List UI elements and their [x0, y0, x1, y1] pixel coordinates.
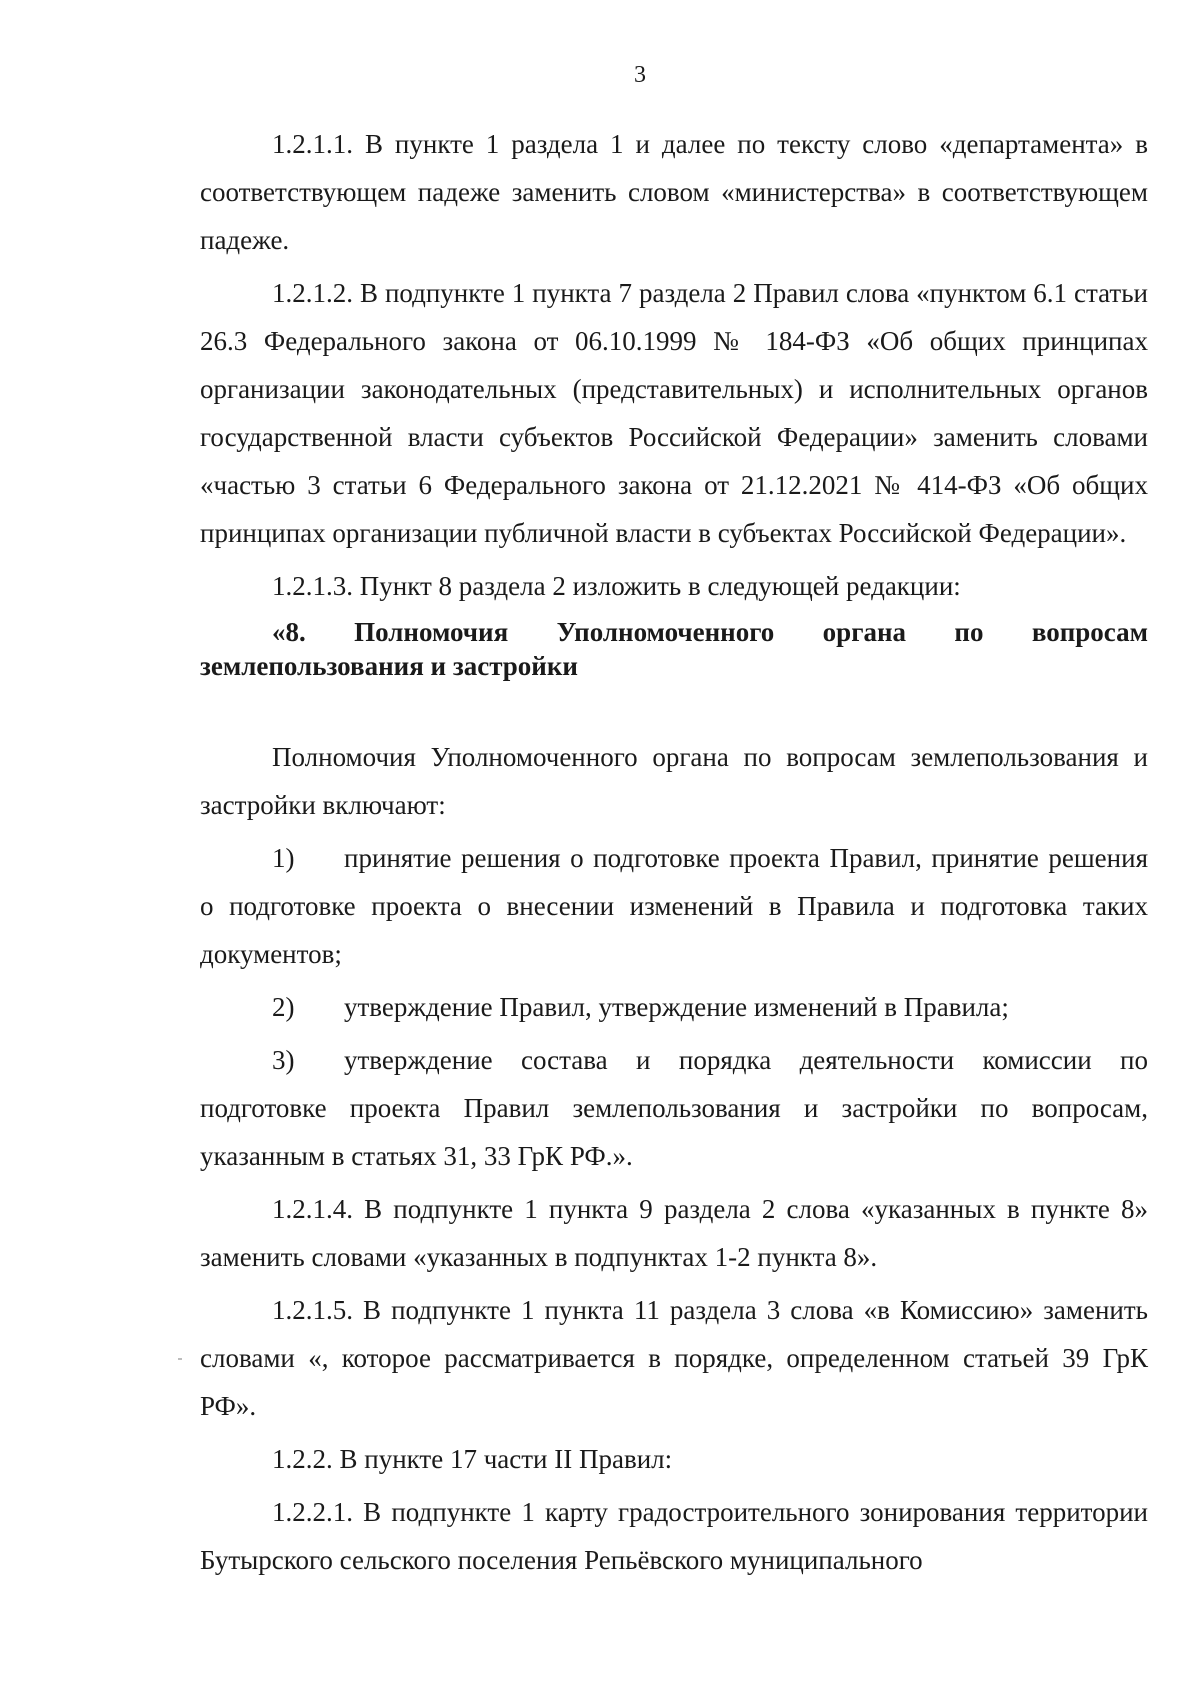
paragraph-1-2-2: 1.2.2. В пункте 17 части II Правил: — [272, 1444, 673, 1474]
document-body — [200, 120, 1148, 1589]
list-item-number: 2) — [272, 992, 295, 1022]
list-item-text: принятие решения о подготовке проекта Правил, принятие решения о подготовке проекта о внесении изменений в Правила и подготовка таких документов; — [200, 843, 1148, 969]
paragraph-1-2-1-3: 1.2.1.3. Пункт 8 раздела 2 изложить в следующей редакции: — [272, 571, 961, 601]
list-item-number: 3) — [272, 1045, 295, 1075]
list-item-number: 1) — [272, 843, 295, 873]
paragraph-1-2-2-1: 1.2.2.1. В подпункте 1 карту градостроительного зонирования территории Бутырского сельского поселения Репьёвского муниципального — [200, 1497, 1148, 1575]
paragraph-1-2-1-5: 1.2.1.5. В подпункте 1 пункта 11 раздела 3 слова «в Комиссию» заменить словами «, которое рассматривается в порядке, определенном статьей 39 ГрК РФ». — [200, 1295, 1148, 1421]
list-item-1 — [200, 834, 1148, 978]
page-number: 3 — [634, 62, 646, 88]
list-item-2 — [200, 983, 1148, 1031]
list-item-text: утверждение Правил, утверждение изменений в Правила; — [344, 992, 1009, 1022]
list-item-3 — [200, 1036, 1148, 1180]
paragraph-1-2-1-1: 1.2.1.1. В пункте 1 раздела 1 и далее по тексту слово «департамента» в соответствующем падеже заменить словом «министерства» в соответствующем падеже. — [200, 129, 1148, 255]
section-heading: «8. Полномочия Уполномоченного органа по вопросам землепользования и застройки — [200, 617, 1148, 681]
list-item-text: утверждение состава и порядка деятельности комиссии по подготовке проекта Правил землепользования и застройки по вопросам, указанным в статьях 31, 33 ГрК РФ.». — [200, 1045, 1148, 1171]
paragraph-1-2-1-2: 1.2.1.2. В подпункте 1 пункта 7 раздела 2 Правил слова «пунктом 6.1 статьи 26.3 Федерального закона от 06.10.1999 № 184-ФЗ «Об общих принципах организации законодательных (представительных) и исполнительных органов государственной власти субъектов Российской Федерации» заменить словами «частью 3 статьи 6 Федерального закона от 21.12.2021 № 414-ФЗ «Об общих принципах организации публичной власти в субъектах Российской Федерации». — [200, 278, 1148, 548]
intro-paragraph: Полномочия Уполномоченного органа по вопросам землепользования и застройки включают: — [200, 742, 1148, 820]
scan-margin-mark — [178, 1358, 182, 1360]
paragraph-1-2-1-4: 1.2.1.4. В подпункте 1 пункта 9 раздела 2 слова «указанных в пункте 8» заменить словами «указанных в подпунктах 1-2 пункта 8». — [200, 1194, 1148, 1272]
